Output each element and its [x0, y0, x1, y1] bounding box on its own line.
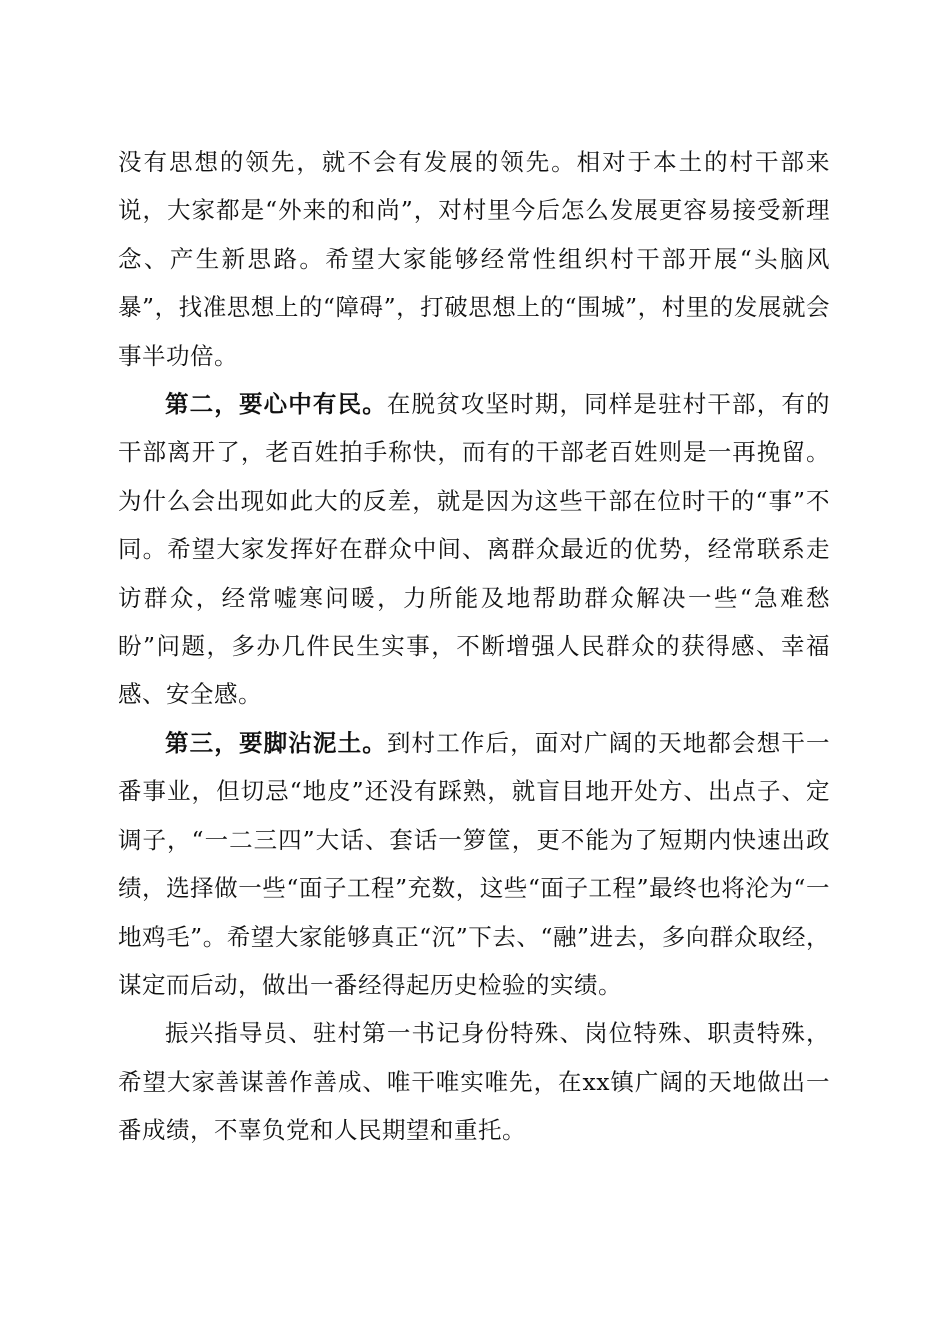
paragraph-text: 振兴指导员、驻村第一书记身份特殊、岗位特殊、职责特殊，希望大家善谋善作善成、唯干唯实唯先，在xx镇广阔的天地做出一番成绩，不辜负党和人民期望和重托。 [118, 1019, 830, 1145]
paragraph-conclusion [118, 1009, 830, 1154]
paragraph-continuation [118, 138, 830, 380]
document-page [118, 138, 830, 1155]
paragraph-third-point [118, 719, 830, 1009]
paragraph-second-point [118, 380, 830, 719]
paragraph-lead-heading: 第二，要心中有民。 [165, 390, 387, 419]
paragraph-text: 没有思想的领先，就不会有发展的领先。相对于本土的村干部来说，大家都是“外来的和尚”，对村里今后怎么发展更容易接受新理念、产生新思路。希望大家能够经常性组织村干部开展“头脑风暴”，找准思想上的“障碍”，打破思想上的“围城”，村里的发展就会事半功倍。 [118, 148, 830, 370]
paragraph-text: 到村工作后，面对广阔的天地都会想干一番事业，但切忌“地皮”还没有踩熟，就盲目地开处方、出点子、定调子，“一二三四”大话、套话一箩筐，更不能为了短期内快速出政绩，选择做一些“面子工程”充数，这些“面子工程”最终也将沦为“一地鸡毛”。希望大家能够真正“沉”下去、“融”进去，多向群众取经，谋定而后动，做出一番经得起历史检验的实绩。 [118, 728, 831, 999]
paragraph-lead-heading: 第三，要脚沾泥土。 [165, 728, 387, 757]
paragraph-text: 在脱贫攻坚时期，同样是驻村干部，有的干部离开了，老百姓拍手称快，而有的干部老百姓则是一再挽留。为什么会出现如此大的反差，就是因为这些干部在位时干的“事”不同。希望大家发挥好在群众中间、离群众最近的优势，经常联系走访群众，经常嘘寒问暖，力所能及地帮助群众解决一些“急难愁盼”问题，多办几件民生实事，不断增强人民群众的获得感、幸福感、安全感。 [118, 390, 831, 709]
